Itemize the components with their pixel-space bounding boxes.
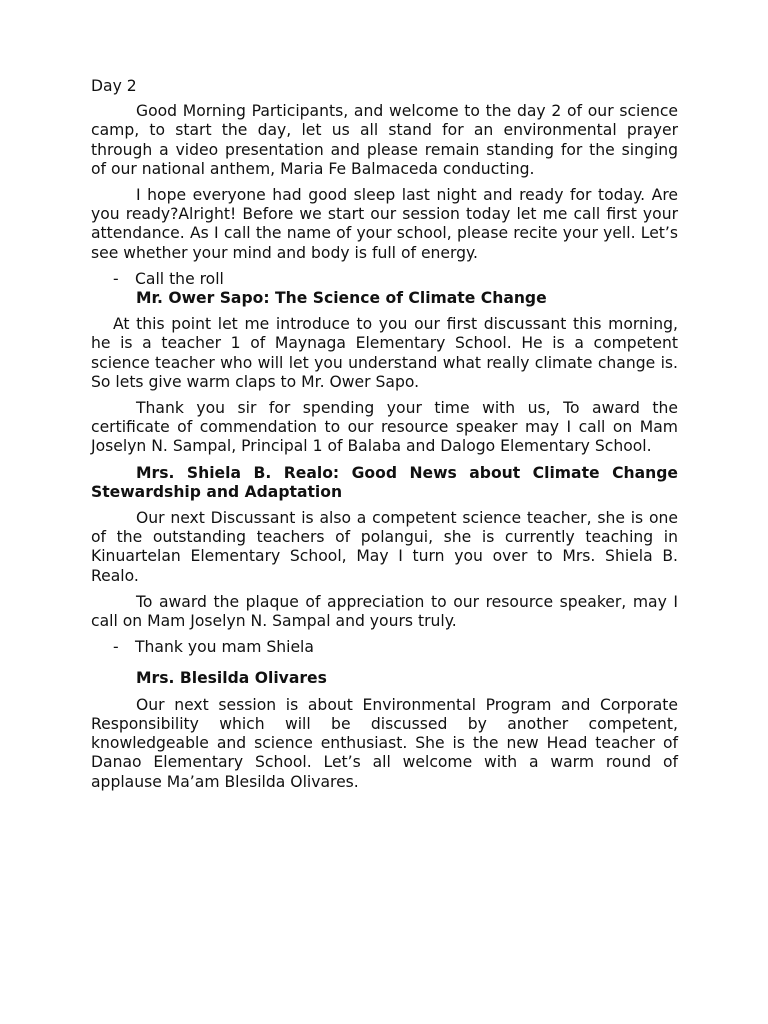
bullet-call-roll <box>113 270 678 289</box>
speaker1-heading: Mr. Ower Sapo: The Science of Climate Change <box>136 289 547 308</box>
paragraph-thank-speaker1: Thank you sir for spending your time with us, To award the certificate of commendation to our resource speaker may I call on Mam Joselyn N. Sampal, Principal 1 of Balaba and Dalogo Elementary School. <box>91 399 678 456</box>
speaker3-heading: Mrs. Blesilda Olivares <box>136 669 327 688</box>
paragraph-award-plaque: To award the plaque of appreciation to our resource speaker, may I call on Mam Joselyn N. Sampal and yours truly. <box>91 592 678 631</box>
bullet-text: Thank you mam Shiela <box>135 638 314 657</box>
paragraph-welcome: Good Morning Participants, and welcome to the day 2 of our science camp, to start the day, let us all stand for an environmental prayer through a video presentation and please remain standing for the singing of our national anthem, Maria Fe Balmaceda conducting. <box>91 102 678 178</box>
paragraph-introduce-speaker1: At this point let me introduce to you our first discussant this morning, he is a teacher 1 of Maynaga Elementary School. He is a competent science teacher who will let you understand what really climate change is. So lets give warm claps to Mr. Ower Sapo. <box>91 315 678 391</box>
paragraph-introduce-speaker3: Our next session is about Environmental Program and Corporate Responsibility which will be discussed by another competent, knowledgeable and science enthusiast. She is the new Head teacher of Danao Elementary School. Let’s all welcome with a warm round of applause Ma’am Blesilda Olivares. <box>91 695 678 791</box>
spacer <box>91 657 678 669</box>
paragraph-introduce-speaker2: Our next Discussant is also a competent science teacher, she is one of the outstanding teachers of polangui, she is currently teaching in Kinuartelan Elementary School, May I turn you over to Mrs. Shiela B. Realo. <box>91 509 678 585</box>
paragraph-attendance: I hope everyone had good sleep last night and ready for today. Are you ready?Alright! Before we start our session today let me call first your attendance. As I call the name of your school, please recite your yell. Let’s see whether your mind and body is full of energy. <box>91 186 678 262</box>
bullet-text: Call the roll <box>135 269 224 288</box>
day-title: Day 2 <box>91 77 137 95</box>
bullet-dash: - <box>113 269 119 288</box>
bullet-dash: - <box>113 638 119 657</box>
document-body <box>91 77 678 792</box>
bullet-thank-shiela <box>113 638 678 657</box>
speaker2-heading: Mrs. Shiela B. Realo: Good News about Climate Change Stewardship and Adaptation <box>91 463 678 501</box>
